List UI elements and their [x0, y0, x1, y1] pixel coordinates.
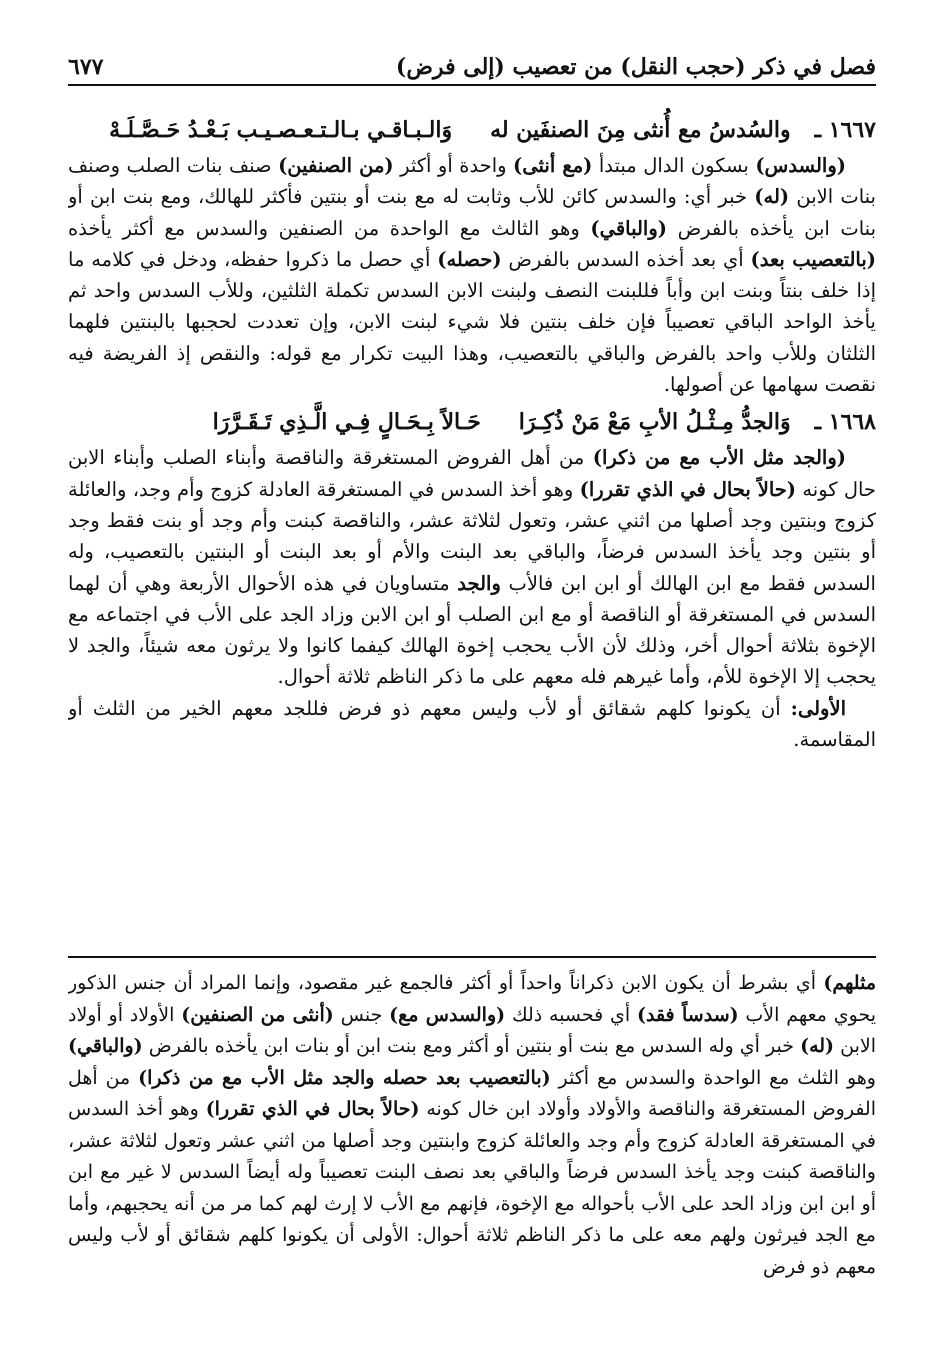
text-run: وهو الثلث مع الواحدة والسدس مع أكثر [550, 1066, 876, 1089]
quoted-term: (بالتعصيب بعد) [750, 247, 876, 271]
text-run: من أهل الفروض المستغرقة والناقصة وأبناء الصلب وأبناء الابن حال كونه [68, 446, 876, 501]
main-text [68, 108, 876, 948]
verse-hemistich-second: وَالـبـاقـي بـالـتـعـصـيـب بَـعْـدُ حَـصَّـلَـهْ [109, 117, 453, 143]
text-run: وهو أخذ السدس في المستغرقة العادلة كزوج وأم وجد، والعائلة كزوج وبنتين وجد أصلها من اثني عشر، وتعول لثلاثة عشر، والناقصة كبنت وأم وجد أو بنت فقط وجد أو بنتين وجد يأخذ السدس فرضاً، والباقي بعد البنت والأم أو بعد البنت أو البنتين بالتعصيب، وله السدس فقط مع ابن الهالك أو ابن ابن فالأب [68, 477, 876, 595]
commentary-paragraph-2 [68, 442, 876, 692]
verse-number: ١٦٦٨ ـ [814, 409, 876, 436]
text-run: صنف بنات الصلب وصنف بنات الابن [68, 154, 876, 209]
text-run: متساويان في هذه الأحوال الأربعة وهي أن لهما السدس في المستغرقة أو الناقصة أو مع ابن الصلب أو ابن الابن وزاد الجد على الأب في اجتماعه مع الإخوة بثلاثة أحوال أخر، وذلك لأن الأب يحجب إخوة الهالك كيفما كانوا ولا يرثون معه شيئاً، والجد لا يحجب إلا الإخوة للأم، وأما غيرهم فله معهم على ما ذكر الناظم ثلاثة أحوال. [68, 571, 876, 689]
text-run: جنس [333, 1003, 390, 1026]
text-run: خبر أي: والسدس كائن للأب وثابت له مع بنت أو بنتين فأكثر للهالك، ومع بنت ابن أو بنات ابن يأخذه بالفرض [68, 185, 876, 240]
verse-number: ١٦٦٧ ـ [814, 117, 876, 143]
quoted-term: (حالاً بحال في الذي تقررا) [579, 477, 797, 501]
commentary-paragraph-3 [68, 693, 876, 756]
quoted-term: (والجد مثل الأب مع من ذكرا) [592, 446, 846, 470]
text-run: أي بشرط أن يكون الابن ذكراناً واحداً أو أكثر فالجمع غير مقصود، وإنما المراد أن جنس الذكور يحوي معهم الأب [68, 972, 876, 1026]
quoted-term: (حالاً بحال في الذي تقررا) [205, 1098, 420, 1120]
text-run: وهو أخذ السدس في المستغرقة العادلة كزوج وأم وجد والعائلة كزوج وابنتين وجد أصلها من اثني عشر وتعول لثلاثة عشر، والناقصة كبنت وجد يأخذ السدس فرضاً والباقي بعد نصف البنت تعصيباً وله أيضاً السدس لا غير مع ابن أو ابن ابن وزاد الحد على الأب بأحواله مع الإخوة، فإنهم مع الأب لا إرث لهم كما مر من أنه يحجبهم، وأما مع الجد فيرثون ولهم معه على ما ذكر الناظم ثلاثة أحوال: الأولى أن يكونوا كلهم شقائق أو لأب وليس معهم ذو فرض [68, 1098, 876, 1278]
book-page [68, 38, 876, 1328]
verse-hemistich-first: والسُدسُ مع أُنثى مِنَ الصنفَين له [490, 117, 791, 143]
quoted-term: الأولى: [790, 696, 846, 720]
quoted-term: مثلهم) [823, 972, 876, 994]
header-title: فصل في ذكر (حجب النقل) من تعصيب (إلى فرض) [395, 54, 876, 80]
text-run: خبر أي وله السدس مع بنت أو بنتين أو أكثر ومع بنت ابن أو بنات ابن يأخذه بالفرض [142, 1035, 801, 1057]
quoted-term: (له) [800, 1035, 835, 1057]
commentary-paragraph-1 [68, 150, 876, 400]
quoted-term: والجد [457, 571, 501, 595]
text-run: أي فحسبه ذلك [505, 1003, 637, 1026]
page-number: ٦٧٧ [68, 54, 104, 80]
quoted-term: (والباقي) [68, 1035, 143, 1057]
quoted-term: (بالتعصيب بعد حصله والجد مثل الأب مع من ذكرا) [138, 1066, 551, 1089]
quoted-term: (والباقي) [590, 216, 667, 240]
quoted-term: (مع أنثى) [513, 154, 593, 177]
text-run: من أهل الفروض المستغرقة والناقصة والأولاد وأولاد ابن خال كونه [68, 1066, 876, 1120]
text-run: أن يكونوا كلهم شقائق أو لأب وليس معهم ذو فرض فللجد معهم الخير من الثلث أو المقاسمة. [68, 696, 876, 752]
footnote-paragraph [68, 968, 876, 1283]
verse-1668 [68, 404, 876, 440]
text-run: واحدة أو أكثر [393, 154, 514, 177]
text-run: وهو الثالث مع الواحدة من الصنفين والسدس مع أكثر يأخذه [68, 216, 591, 240]
footnote-divider [68, 956, 876, 958]
quoted-term: (سدساً فقد) [636, 1003, 739, 1026]
quoted-term: (حصله) [437, 247, 502, 271]
quoted-term: (أنثى من الصنفين) [181, 1003, 334, 1026]
running-header [68, 38, 876, 86]
quoted-term: (له) [754, 185, 790, 209]
footnote-block [68, 968, 876, 1328]
quoted-term: (من الصنفين) [278, 154, 394, 177]
text-run: الأولاد أو أولاد الابن [68, 1003, 876, 1057]
quoted-term: (والسدس) [755, 154, 846, 177]
verse-hemistich-first: وَالجدُّ مِـثْـلُ الأبِ مَعْ مَنْ ذُكِـرَا [518, 409, 791, 436]
text-run: أي حصل ما ذكروا حفظه، ودخل في كلامه ما إذا خلف بنتاً وبنت ابن وأباً فللبنت النصف ولبنت الابن السدس تكملة الثلثين، وللأب السدس واحد ثم يأخذ الواحد الباقي تعصيباً فإن خلف بنتين فلا شيء لبنت الابن، وإن تعددت لحجبها بالبنتين فلهما الثلثان وللأب واحد بالفرض والباقي بالتعصيب، وهذا البيت تكرار مع قوله: والنقص إذ الفريضة فيه نقصت سهامها عن أصولها. [68, 247, 876, 397]
quoted-term: (والسدس مع) [389, 1003, 506, 1026]
verse-hemistich-second: حَـالاً بِـحَـالٍ فِـي الَّـذِي تَـقَـرَّرَا [212, 409, 481, 436]
text-run: أي بعد أخذه السدس بالفرض [501, 247, 751, 271]
verse-1667 [68, 112, 876, 148]
text-run: بسكون الدال مبتدأ [592, 154, 756, 177]
